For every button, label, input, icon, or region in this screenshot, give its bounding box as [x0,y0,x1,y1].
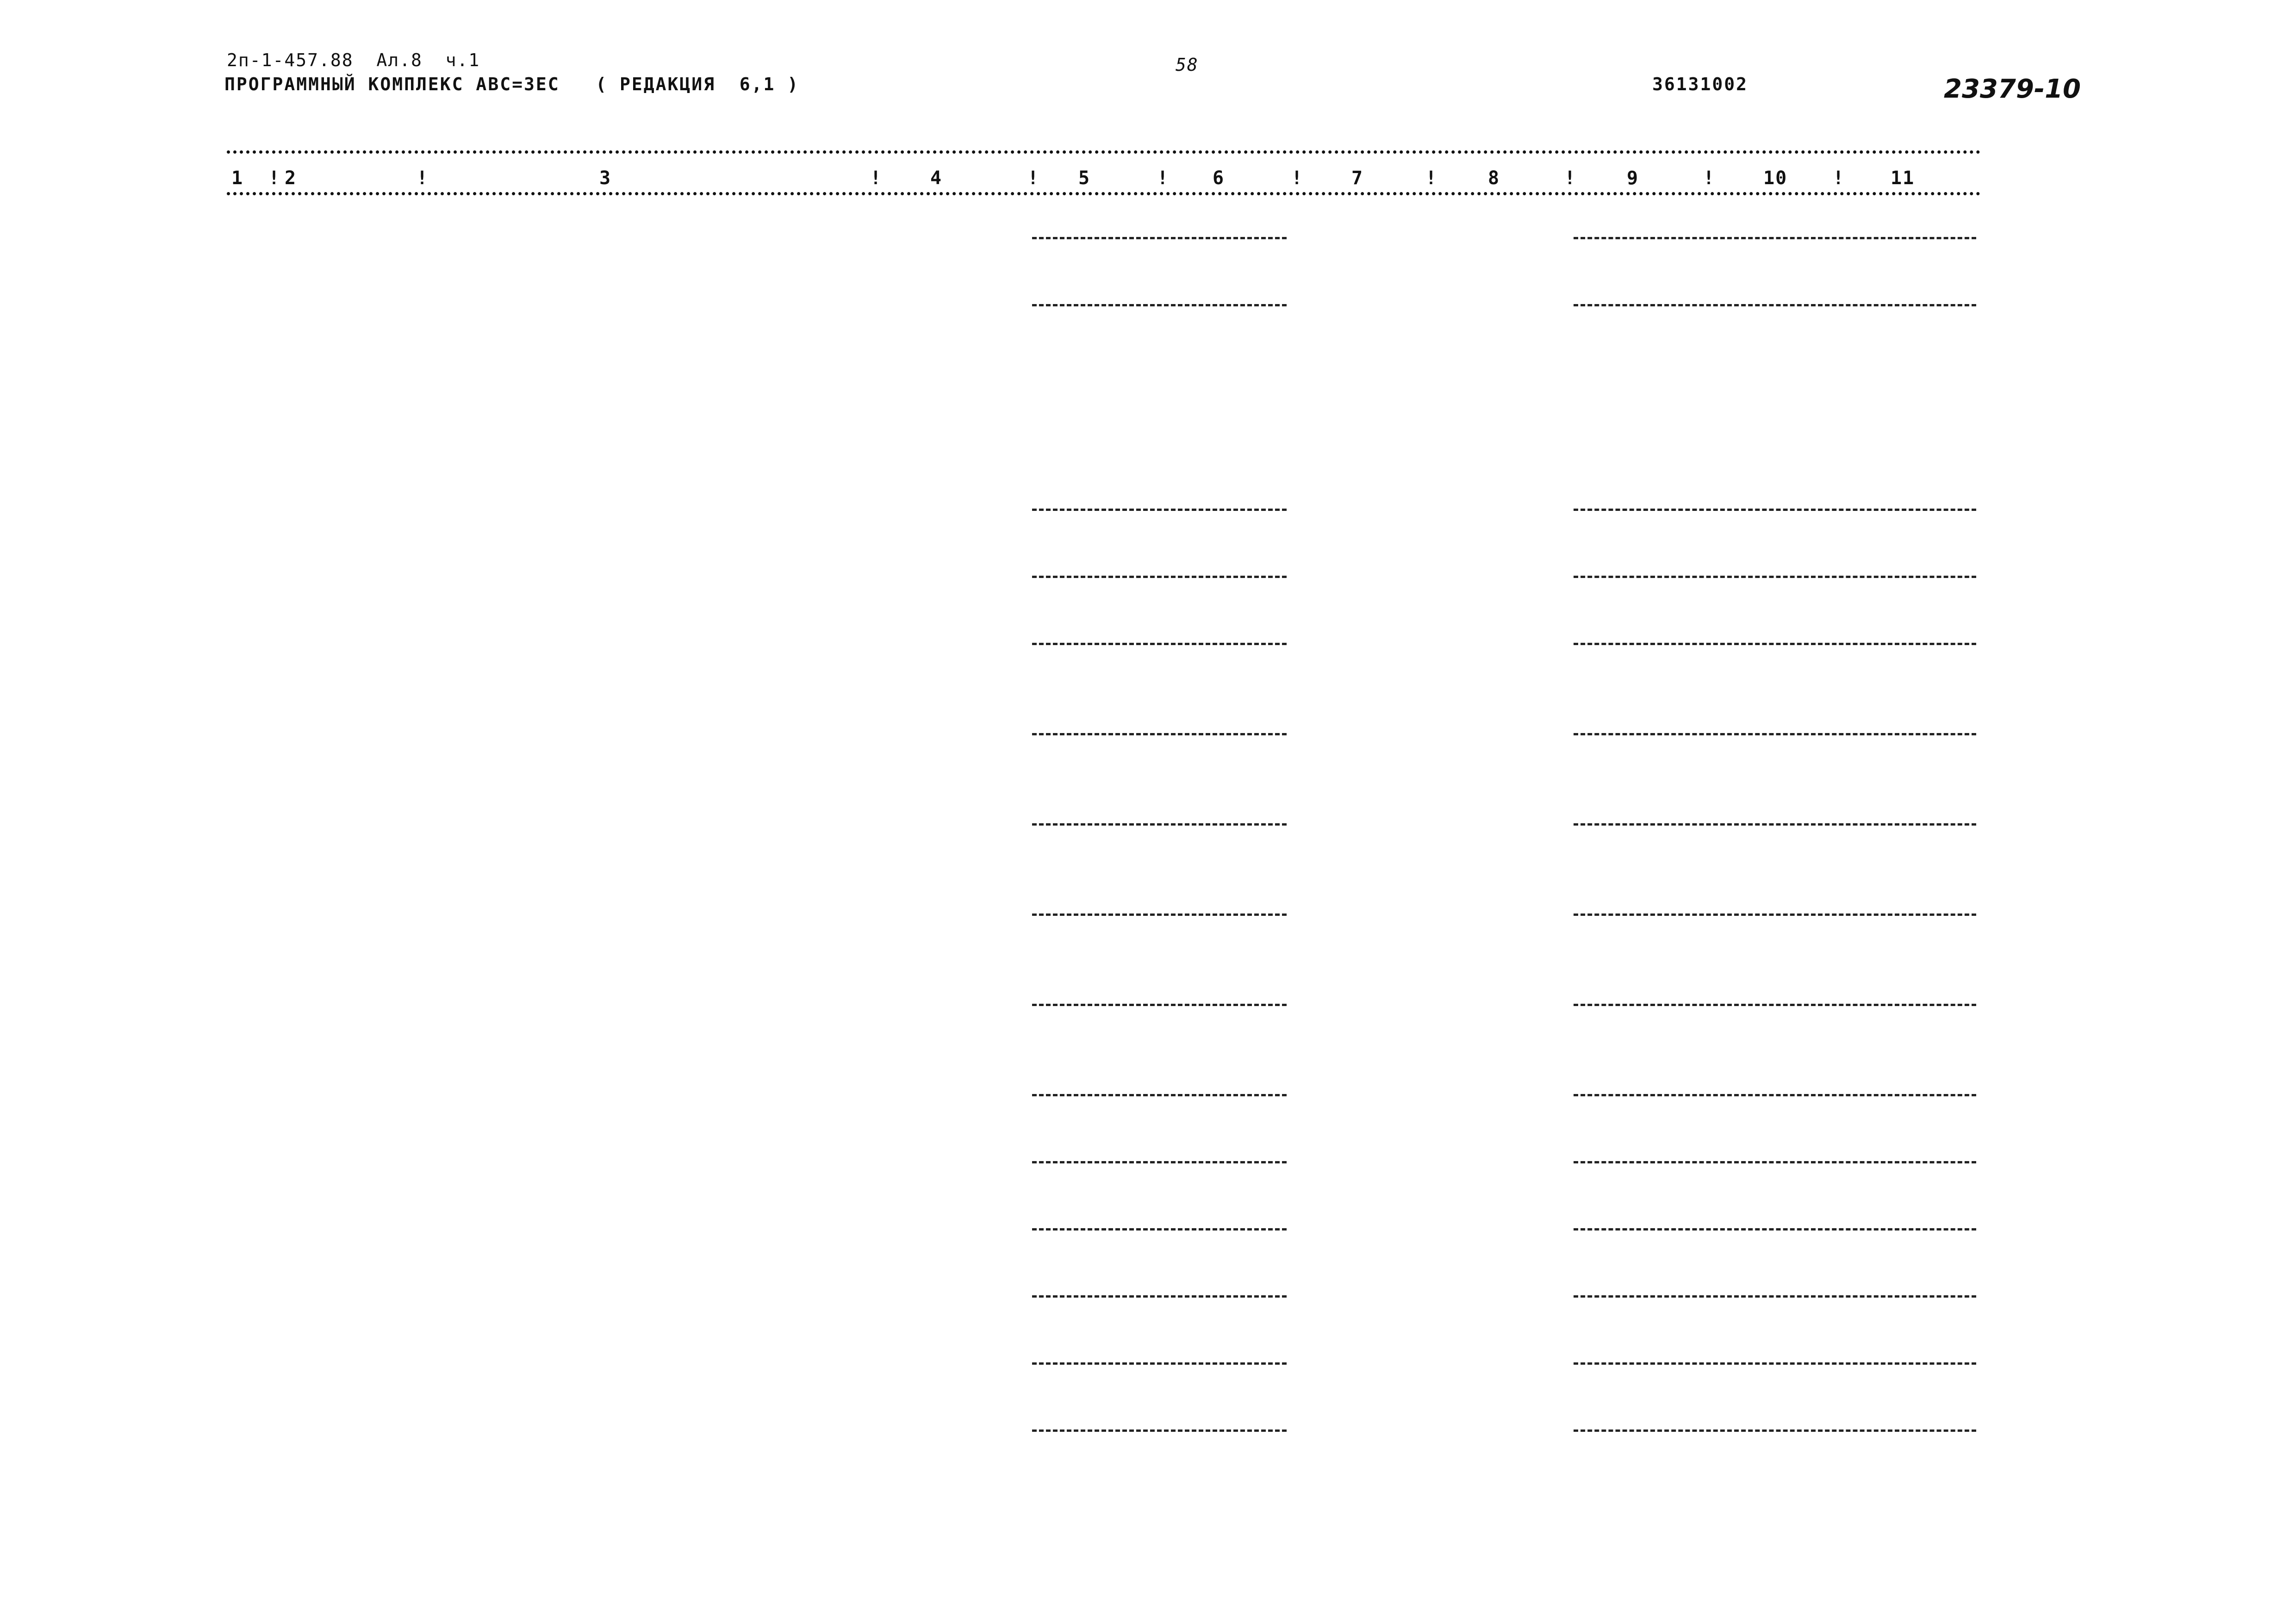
cost-divider [1032,1362,1287,1365]
column-separator: ! [417,168,429,189]
column-header-5: 5 [1078,168,1091,189]
cost-divider [1574,1295,1976,1298]
cost-divider [1574,733,1976,735]
column-header-1: 1 [231,168,244,189]
cost-divider [1032,1161,1287,1163]
column-header-10: 10 [1763,168,1788,189]
column-separator: ! [1157,168,1170,189]
cost-divider [1574,237,1976,239]
page-number: 58 [1176,55,1199,75]
column-separator: ! [1291,168,1304,189]
document-code: 2п-1-457.88 Ал.8 ч.1 [227,50,480,70]
cost-divider [1032,643,1287,645]
cost-divider [1032,733,1287,735]
cost-divider [1032,914,1287,916]
column-separator: ! [1703,168,1716,189]
document-number: 36131002 [1652,74,1748,94]
cost-divider [1574,1362,1976,1365]
table-top-rule [227,150,1981,154]
cost-divider [1574,914,1976,916]
header-bottom-rule [227,192,1981,195]
cost-divider [1032,1429,1287,1432]
column-header-2: 2 [285,168,297,189]
cost-divider [1574,576,1976,578]
program-title: ПРОГРАММНЫЙ КОМПЛЕКС АВС=ЗЕС ( РЕДАКЦИЯ 6,1 ) [224,74,800,94]
column-separator: ! [1564,168,1577,189]
cost-divider [1574,1094,1976,1096]
column-header-9: 9 [1627,168,1639,189]
cost-divider [1574,1004,1976,1006]
cost-divider [1032,304,1287,306]
cost-divider [1032,1228,1287,1230]
column-header-4: 4 [930,168,943,189]
cost-divider [1032,509,1287,511]
cost-divider [1574,643,1976,645]
column-header-3: 3 [599,168,612,189]
column-header-6: 6 [1213,168,1225,189]
cost-divider [1032,1004,1287,1006]
column-separator: ! [1833,168,1845,189]
column-separator: ! [268,168,281,189]
cost-divider [1032,1295,1287,1298]
cost-divider [1032,237,1287,239]
cost-divider [1574,1228,1976,1230]
column-separator: ! [1027,168,1040,189]
cost-divider [1574,509,1976,511]
cost-divider [1574,823,1976,826]
column-separator: ! [1425,168,1438,189]
cost-divider [1574,1161,1976,1163]
handwritten-stamp: 23379-10 [1944,74,2081,104]
cost-divider [1032,823,1287,826]
column-header-7: 7 [1351,168,1364,189]
cost-divider [1574,1429,1976,1432]
column-header-8: 8 [1488,168,1500,189]
column-header-11: 11 [1891,168,1915,189]
cost-divider [1574,304,1976,306]
column-separator: ! [870,168,883,189]
cost-divider [1032,1094,1287,1096]
cost-divider [1032,576,1287,578]
